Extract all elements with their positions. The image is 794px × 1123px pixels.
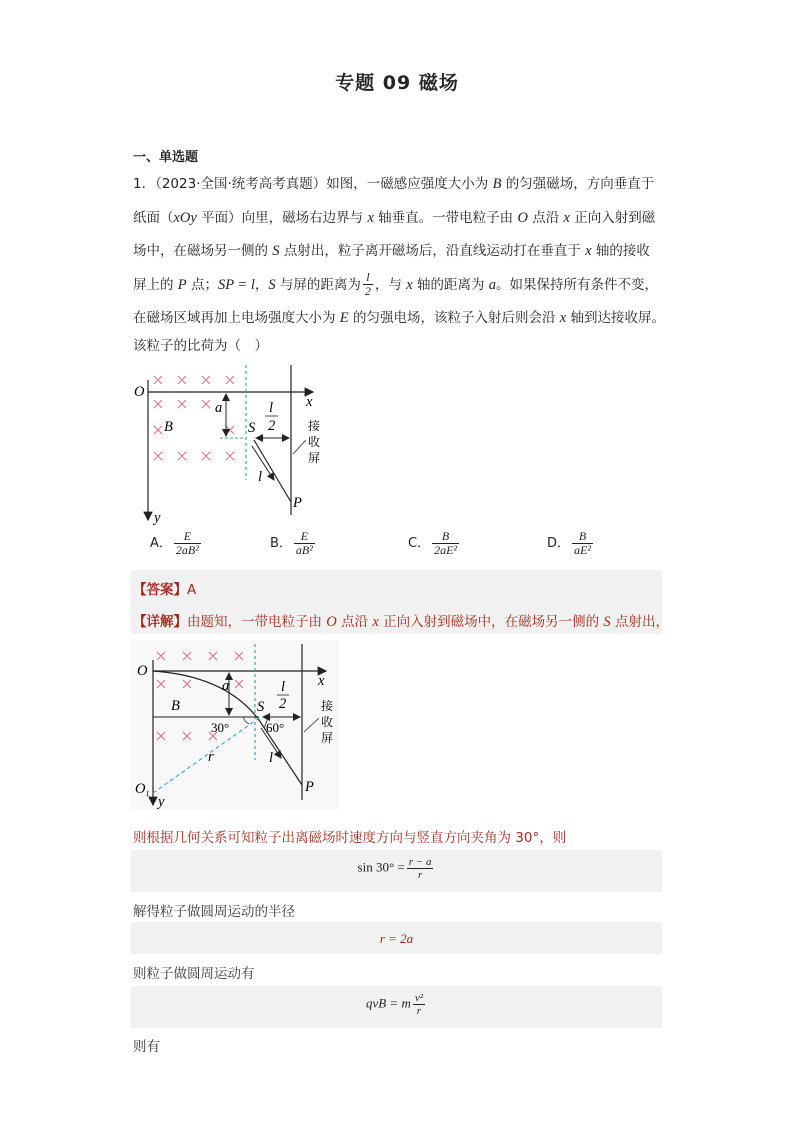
screen-char-1-2: 接 xyxy=(321,699,334,713)
field-crosses-2 xyxy=(157,652,243,740)
question-line-4: 屏上的 P 点；SP = l，S 与屏的距离为 $\frac{l}{2}$ ，与 x 轴的距离为 a。如果保持所有条件不变， xyxy=(133,269,658,298)
question-line-1: 1．（2023·全国·统考高考真题）如图，一磁感应强度大小为 B 的匀强磁场，方向垂直于 xyxy=(133,176,655,192)
page-title: 专题 09 磁场 xyxy=(335,72,459,94)
label-l: l xyxy=(258,469,263,485)
label-O-2: O xyxy=(137,663,148,679)
label-O: O xyxy=(134,384,145,400)
label-r: r xyxy=(208,749,214,765)
label-O1: $O_1$ xyxy=(135,781,150,798)
label-y-2: y xyxy=(158,794,165,810)
step-4: 则有 xyxy=(133,1039,160,1055)
step-2: 解得粒子做圆周运动的半径 xyxy=(133,904,295,920)
fraction-l-over-2: $\frac{l}{2}$ xyxy=(364,269,371,298)
detail-line: 【详解】由题知，一带电粒子由 O 点沿 x 正向入射到磁场中，在磁场另一侧的 S 点射出， xyxy=(133,614,669,630)
label-l-num: l xyxy=(269,400,274,416)
label-a: a xyxy=(215,400,223,416)
figure-magnetic-field-1 xyxy=(128,360,328,525)
option-a[interactable]: A． $\frac{E}{\text{2aB²}}$ xyxy=(150,529,199,558)
section-heading: 一、单选题 xyxy=(133,150,199,165)
question-line-5: 在磁场区域再加上电场强度大小为 E 的匀强电场，该粒子入射后则会沿 x 轴到达接收屏。 xyxy=(133,310,665,326)
label-60deg: 60° xyxy=(266,720,285,735)
screen-char-2-2: 收 xyxy=(321,715,334,729)
screen-char-3-2: 屏 xyxy=(321,731,334,745)
screen-char-3: 屏 xyxy=(308,451,321,465)
label-x-2: x xyxy=(318,673,325,689)
option-b[interactable]: B． $\frac{E}{\text{aB²}}$ xyxy=(270,529,313,558)
equation-3: qvB = m $\frac{\text{v²}}{r}$ xyxy=(365,992,424,1018)
question-line-6: 该粒子的比荷为（ ） xyxy=(133,337,268,354)
field-crosses xyxy=(154,376,234,460)
label-2-den: 2 xyxy=(268,418,276,434)
label-2-den-2: 2 xyxy=(279,696,287,712)
label-l-2: l xyxy=(269,750,274,766)
question-line-3: 场中，在磁场另一侧的 S 点射出，粒子离开磁场后，沿直线运动打在垂直于 x 轴的接收 xyxy=(133,243,650,259)
label-x: x xyxy=(306,394,313,410)
label-l-num-2: l xyxy=(281,679,286,695)
equation-2: r = 2a xyxy=(379,931,414,946)
screen-char-2: 收 xyxy=(308,435,321,449)
option-c[interactable]: C． $\frac{B}{\text{2aE²}}$ xyxy=(408,529,458,558)
screen-char-1: 接 xyxy=(308,419,321,433)
question-text xyxy=(133,168,673,363)
radius-dashed xyxy=(153,718,259,793)
label-P-2: P xyxy=(305,779,314,795)
label-S-2: S xyxy=(257,699,265,715)
label-30deg: 30° xyxy=(211,720,230,735)
step-1: 则根据几何关系可知粒子出离磁场时速度方向与竖直方向夹角为 30°，则 xyxy=(133,830,567,846)
label-B: B xyxy=(164,419,173,435)
question-line-2: 纸面（xOy 平面）向里，磁场右边界与 x 轴垂直。一带电粒子由 O 点沿 x 正向入射到磁 xyxy=(133,209,656,226)
label-a-2: a xyxy=(222,678,230,694)
label-y: y xyxy=(154,510,161,525)
label-S: S xyxy=(248,420,256,436)
equation-1: sin 30° = $\frac{r - a}{r}$ xyxy=(357,856,432,882)
step-3: 则粒子做圆周运动有 xyxy=(133,966,255,982)
arc-trajectory xyxy=(153,671,259,720)
option-d[interactable]: D． $\frac{B}{\text{aE²}}$ xyxy=(547,529,591,558)
label-B-2: B xyxy=(171,698,180,714)
figure-magnetic-field-2 xyxy=(131,640,339,810)
answer-line: 【答案】A xyxy=(133,582,197,598)
label-P: P xyxy=(293,495,302,511)
